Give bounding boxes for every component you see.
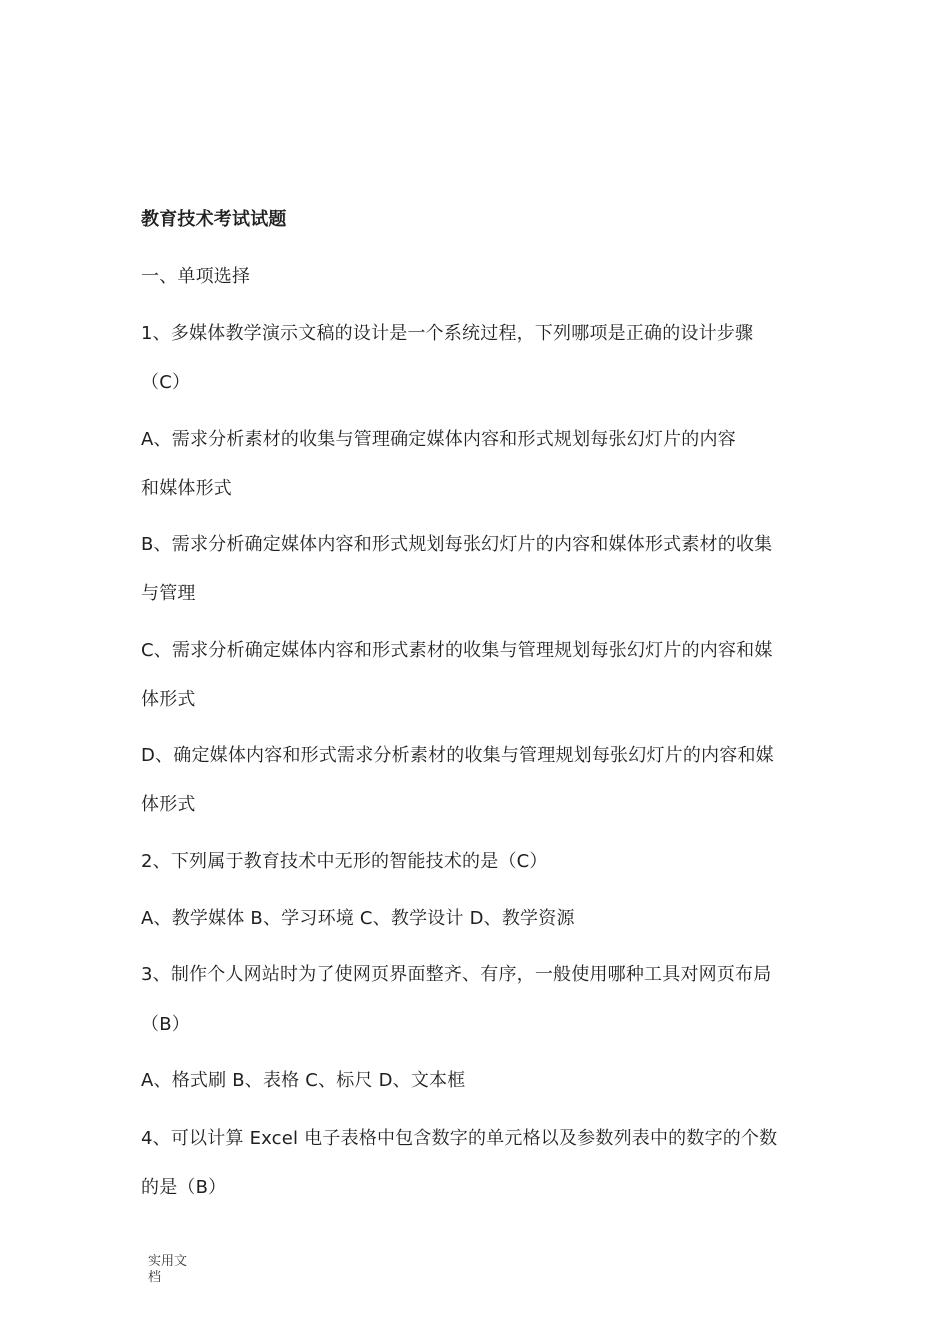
document-title: 教育技术考试试题 [141,209,287,230]
option-b-line-1: B、需求分析确定媒体内容和形式规划每张幻灯片的内容和媒体形式素材的收集 [141,534,773,555]
option-d-line-2: 体形式 [141,794,196,815]
question-1-answer: （C） [141,372,191,393]
footer-line-2: 档 [148,1270,162,1285]
option-b-line-2: 与管理 [141,583,196,604]
option-c-line-2: 体形式 [141,689,196,710]
option-c-line-1: C、需求分析确定媒体内容和形式素材的收集与管理规划每张幻灯片的内容和媒 [141,640,773,661]
option-a-line-1: A、需求分析素材的收集与管理确定媒体内容和形式规划每张幻灯片的内容 [141,429,736,450]
question-2: 2、下列属于教育技术中无形的智能技术的是（C） [141,851,548,872]
question-3-line-1: 3、制作个人网站时为了使网页界面整齐、有序，一般使用哪种工具对网页布局 [141,964,772,985]
question-4-line-1: 4、可以计算 Excel 电子表格中包含数字的单元格以及参数列表中的数字的个数 [141,1128,778,1149]
footer-line-1: 实用文 [148,1254,188,1269]
question-2-options: A、教学媒体 B、学习环境 C、教学设计 D、教学资源 [141,908,575,929]
footer-label [148,1254,208,1286]
section-heading: 一、单项选择 [141,266,251,287]
question-1-line-1: 1、多媒体教学演示文稿的设计是一个系统过程，下列哪项是正确的设计步骤 [141,323,754,344]
option-d-line-1: D、确定媒体内容和形式需求分析素材的收集与管理规划每张幻灯片的内容和媒 [141,745,774,766]
question-4-line-2: 的是（B） [141,1177,227,1198]
option-a-line-2: 和媒体形式 [141,478,232,499]
question-3-answer: （B） [141,1014,190,1035]
question-3-options: A、格式刷 B、表格 C、标尺 D、文本框 [141,1070,466,1091]
